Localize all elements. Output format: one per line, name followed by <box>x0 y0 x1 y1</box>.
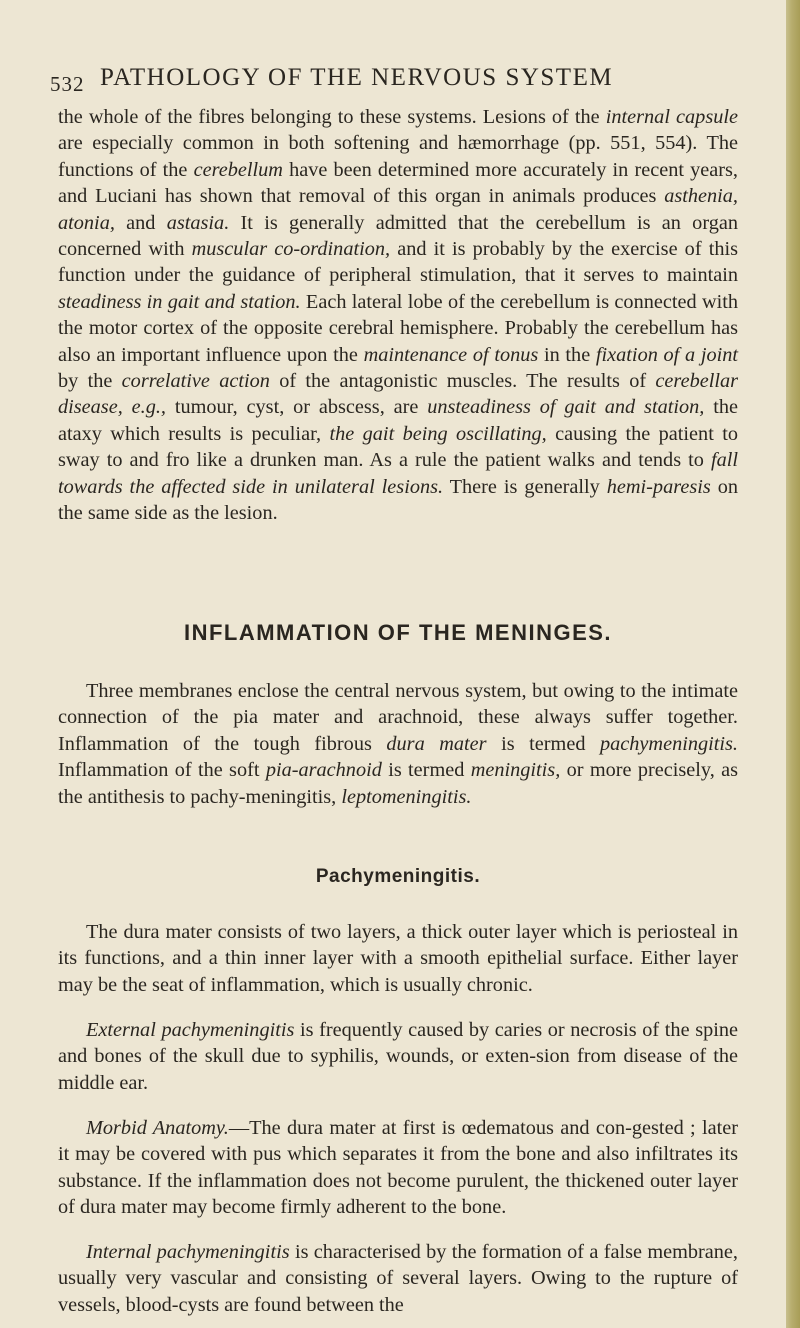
subheading: Pachymeningitis. <box>315 866 481 887</box>
page-edge <box>786 0 800 1328</box>
section-heading: INFLAMMATION OF THE MENINGES. <box>183 620 613 645</box>
paragraph-morbid-anatomy: Morbid Anatomy.—The dura mater at first is œdematous and con-gested ; later it may be covered with pus which separates it from the bone and also infiltrates its substance. If the inflammation does not become purulent, the thickened outer layer of dura mater may become firmly adherent to the bone. <box>58 1117 738 1219</box>
page-header <box>50 64 710 98</box>
paragraph-meninges-intro: Three membranes enclose the central nervous system, but owing to the intimate connection of the pia mater and arachnoid, these always suffer together. Inflammation of the tough fibrous dura mater is termed pachymeningitis. Inflammation of the soft pia-arachnoid is termed meningitis, or more precisely, as the antithesis to pachy-meningitis, leptomeningitis. <box>58 680 739 808</box>
paragraph-internal-pachymeningitis: Internal pachymeningitis is characterised by the formation of a false membrane, usually very vascular and consisting of several layers. Owing to the rupture of vessels, blood-cysts are found between the <box>58 1241 738 1316</box>
page-number: 532 <box>50 72 85 96</box>
running-head: PATHOLOGY OF THE NERVOUS SYSTEM <box>100 64 614 91</box>
paragraph-cerebellum: the whole of the fibres belonging to these systems. Lesions of the internal capsule are especially common in both softening and hæmorrhage (pp. 551, 554). The functions of the cerebellum have been determined more accurately in recent years, and Luciani has shown that removal of this organ in animals produces asthenia, atonia, and astasia. It is generally admitted that the cerebellum is an organ concerned with muscular co-ordination, and it is probably by the exercise of this function under the guidance of peripheral stimulation, that it serves to maintain steadiness in gait and station. Each lateral lobe of the cerebellum is connected with the motor cortex of the opposite cerebral hemisphere. Probably the cerebellum has also an important influence upon the maintenance of tonus in the fixation of a joint by the correlative action of the antagonistic muscles. The results of cerebellar disease, e.g., tumour, cyst, or abscess, are unsteadiness of gait and station, the ataxy which results is peculiar, the gait being oscillating, causing the patient to sway to and fro like a drunken man. As a rule the patient walks and tends to fall towards the affected side in unilateral lesions. There is generally hemi-paresis on the same side as the lesion. <box>58 106 739 525</box>
paragraph-dura-layers: The dura mater consists of two layers, a thick outer layer which is periosteal in its functions, and a thin inner layer with a smooth epithelial surface. Either layer may be the seat of inflammation, which is usually chronic. <box>58 921 738 996</box>
paragraph-external-pachymeningitis: External pachymeningitis is frequently caused by caries or necrosis of the spine and bones of the skull due to syphilis, wounds, or exten-sion from disease of the middle ear. <box>58 1019 739 1094</box>
